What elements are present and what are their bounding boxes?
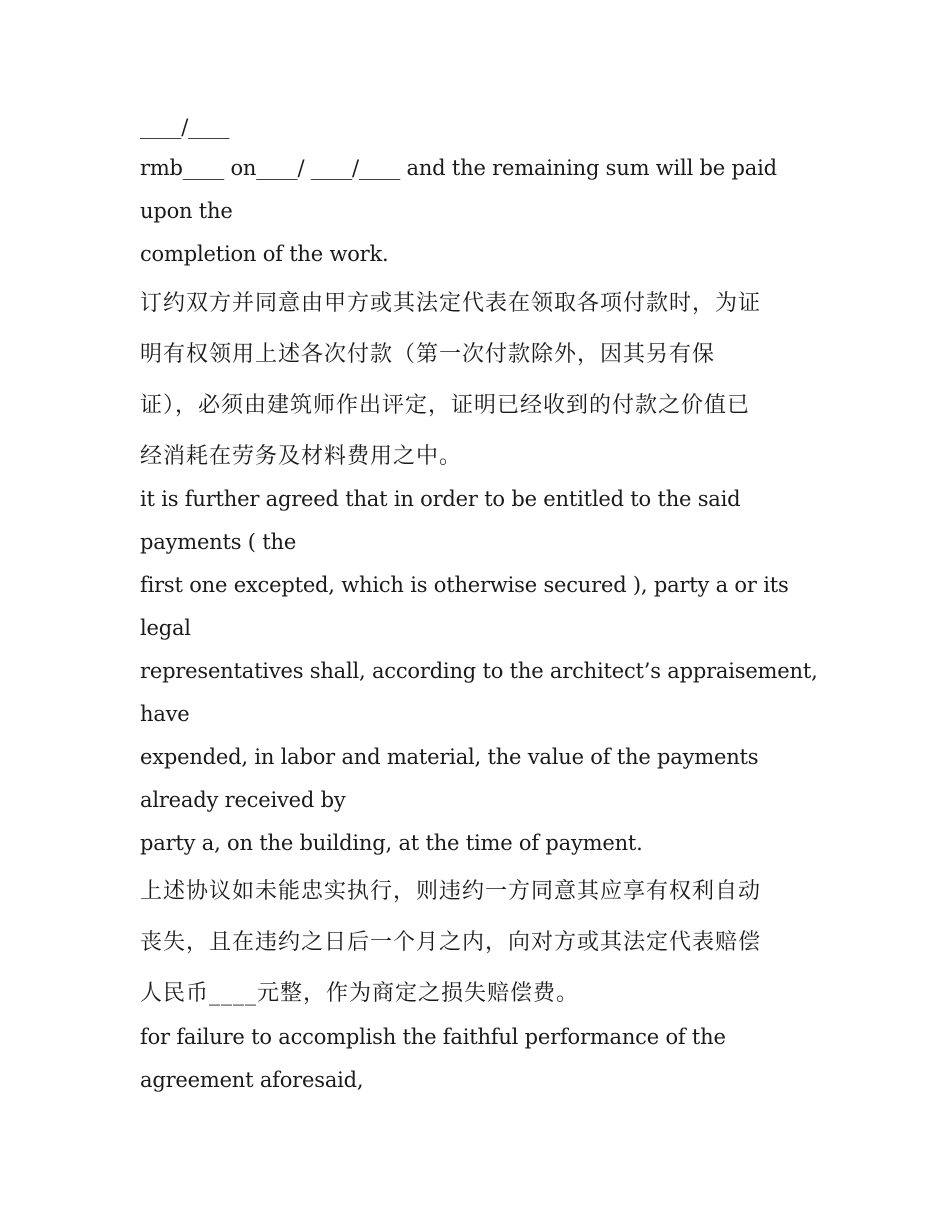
text-line: have (140, 702, 190, 726)
text-line: first one excepted, which is otherwise secured ), party a or its (140, 573, 789, 597)
text-line: legal (140, 616, 191, 640)
text-line: 人民币____元整，作为商定之损失赔偿费。 (140, 981, 580, 1006)
text-line: ____/____ (140, 115, 230, 139)
text-line: 证），必须由建筑师作出评定，证明已经收到的付款之价值已 (140, 393, 751, 418)
text-line: 明有权领用上述各次付款（第一次付款除外，因其另有保 (140, 342, 716, 367)
text-line: already received by (140, 788, 346, 812)
text-line: for failure to accomplish the faithful performance of the (140, 1025, 726, 1049)
text-line: 经消耗在劳务及材料费用之中。 (140, 444, 463, 469)
text-line: completion of the work. (140, 242, 389, 266)
text-line: it is further agreed that in order to be entitled to the said (140, 487, 741, 511)
text-line: 丧失，且在违约之日后一个月之内，向对方或其法定代表赔偿 (140, 930, 762, 955)
text-line: expended, in labor and material, the value of the payments (140, 745, 759, 769)
text-line: 订约双方并同意由甲方或其法定代表在领取各项付款时，为证 (140, 291, 762, 316)
text-line: party a, on the building, at the time of payment. (140, 831, 643, 855)
text-line: payments ( the (140, 530, 297, 554)
text-line: agreement aforesaid, (140, 1068, 364, 1092)
text-line: 上述协议如未能忠实执行，则违约一方同意其应享有权利自动 (140, 879, 762, 904)
text-line: upon the (140, 199, 233, 223)
text-line: representatives shall, according to the architect’s appraisement, (140, 659, 818, 683)
text-line: rmb____ on____/ ____/____ and the remaining sum will be paid (140, 156, 777, 180)
